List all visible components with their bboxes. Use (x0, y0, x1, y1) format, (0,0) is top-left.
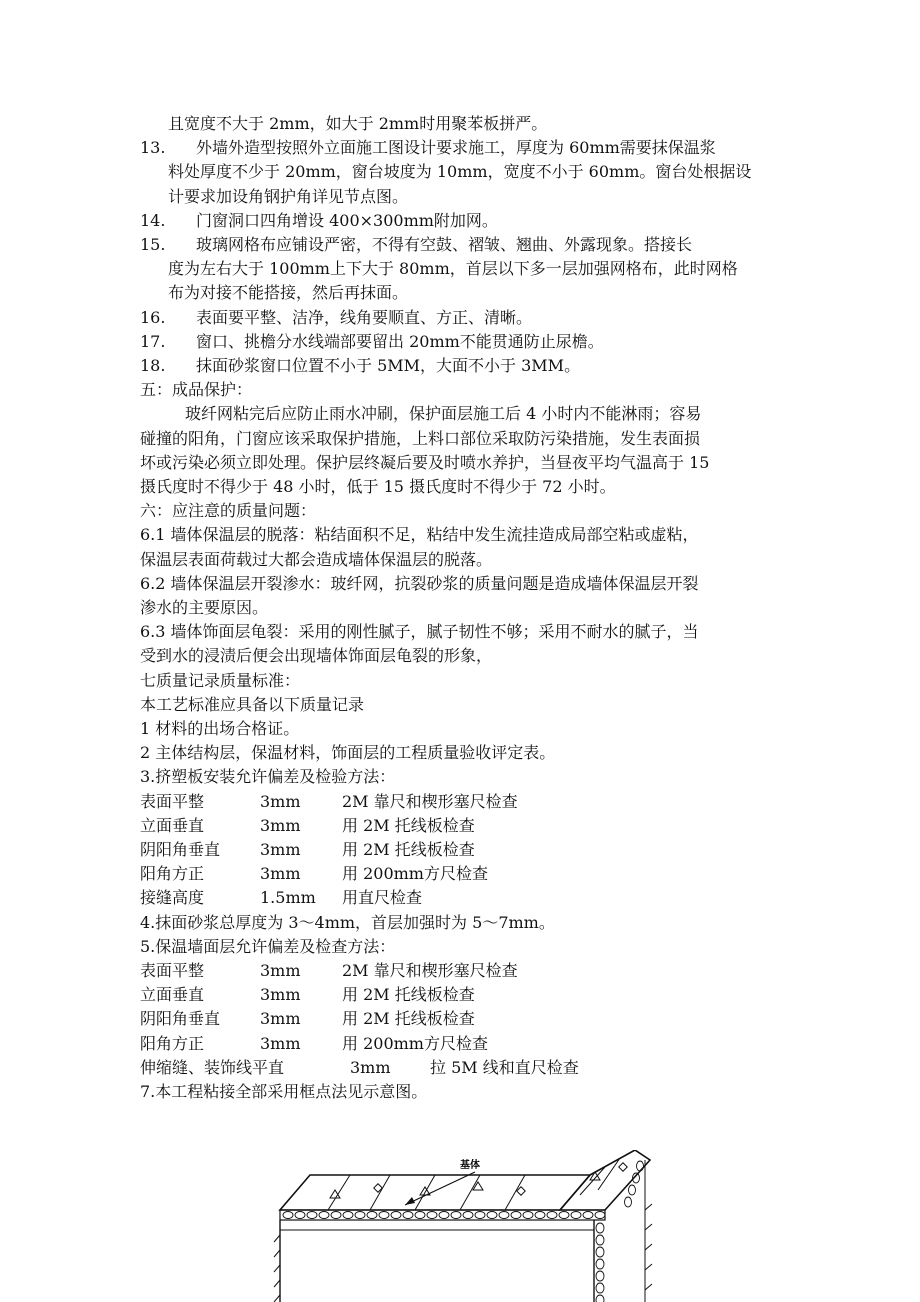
bonding-diagram (260, 1150, 680, 1302)
text-line: 5.保温墙面层允许偏差及检查方法： (140, 936, 396, 956)
text-line (140, 209, 790, 233)
table-cell: 接缝高度 (140, 888, 205, 908)
table-cell: 阳角方正 (140, 864, 205, 884)
item-text: 抹面砂浆窗口位置不小于 5MM，大面不小于 3MM。 (196, 356, 581, 375)
text-line (140, 136, 790, 160)
table-cell: 3mm (260, 840, 301, 859)
item-text: 门窗洞口四角增设 400×300mm附加网。 (196, 210, 498, 230)
item-number: 15. (140, 235, 166, 254)
table-cell: 用直尺检查 (342, 888, 423, 908)
text-line: 6.2 墙体保温层开裂渗水：玻纤网，抗裂砂浆的质量问题是造成墙体保温层开裂 (140, 573, 699, 593)
label-arrow (405, 1172, 475, 1205)
table-cell: 用 2M 托线板检查 (342, 815, 475, 835)
table-cell: 用 2M 托线板检查 (342, 1009, 475, 1029)
table-cell: 立面垂直 (140, 985, 205, 1005)
table-cell: 3mm (260, 985, 301, 1005)
text-line: 7.本工程粘接全部采用框点法见示意图。 (140, 1082, 428, 1101)
table-cell: 用 200mm方尺检查 (342, 864, 488, 884)
item-number: 17. (140, 331, 166, 351)
text-line: 碰撞的阳角，门窗应该采取保护措施，上料口部位采取防污染措施，发生表面损 (140, 428, 701, 448)
text-line: 计要求加设角钢护角详见节点图。 (168, 186, 409, 206)
text-line: 玻纤网粘完后应防止雨水冲刷，保护面层施工后 4 小时内不能淋雨；容易 (185, 404, 702, 424)
table-cell: 1.5mm (260, 888, 316, 908)
text-line: 度为左右大于 100mm上下大于 80mm，首层以下多一层加强网格布，此时网格 (168, 259, 738, 279)
text-line (140, 330, 790, 354)
table-cell: 2M 靠尺和楔形塞尺检查 (342, 791, 518, 811)
board-top-face (280, 1175, 590, 1210)
item-text: 玻璃网格布应铺设严密，不得有空鼓、褶皱、翘曲、外露现象。搭接长 (196, 235, 693, 254)
table-cell: 立面垂直 (140, 815, 205, 835)
item-number: 18. (140, 356, 166, 375)
table-cell: 2M 靠尺和楔形塞尺检查 (342, 961, 518, 980)
figure-label: 基体 (460, 1160, 480, 1171)
text-line: 4.抹面砂浆总厚度为 3～4mm，首层加强时为 5～7mm。 (140, 912, 555, 932)
table-cell: 3mm (350, 1057, 391, 1077)
table-cell: 3mm (260, 1033, 301, 1053)
table-cell: 用 200mm方尺检查 (342, 1033, 488, 1053)
text-line: 七质量记录质量标准： (140, 670, 301, 690)
table-cell: 表面平整 (140, 961, 205, 980)
text-line: 6.1 墙体保温层的脱落：粘结面积不足，粘结中发生流挂造成局部空粘或虚粘， (140, 525, 699, 545)
text-line: 受到水的浸渍后便会出现墙体饰面层龟裂的形象， (140, 646, 493, 666)
table-cell: 阴阳角垂直 (140, 1009, 221, 1029)
table-cell: 拉 5M 线和直尺检查 (430, 1057, 579, 1077)
table-cell: 3mm (260, 864, 301, 884)
text-line: 2 主体结构层，保温材料，饰面层的工程质量验收评定表。 (140, 743, 556, 763)
item-number: 16. (140, 307, 166, 327)
text-line: 布为对接不能搭接，然后再抹面。 (168, 283, 409, 303)
item-text: 外墙外造型按照外立面施工图设计要求施工，厚度为 60mm需要抹保温浆 (196, 138, 716, 158)
table-cell: 表面平整 (140, 791, 205, 811)
table-cell: 3mm (260, 961, 301, 980)
table-cell: 伸缩缝、装饰线平直 (140, 1057, 285, 1077)
text-line: 五：成品保护： (140, 380, 253, 400)
table-cell: 阴阳角垂直 (140, 840, 221, 859)
table-cell: 阳角方正 (140, 1033, 205, 1053)
item-text: 表面要平整、洁净，线角要顺直、方正、清晰。 (196, 307, 533, 327)
text-line: 摄氏度时不得少于 48 小时，低于 15 摄氏度时不得少于 72 小时。 (140, 477, 616, 496)
text-line: 料处厚度不少于 20mm，窗台坡度为 10mm，宽度不小于 60mm。窗台处根据设 (168, 162, 752, 182)
text-line: 渗水的主要原因。 (140, 598, 269, 617)
table-cell: 3mm (260, 815, 301, 835)
text-line: 保温层表面荷载过大都会造成墙体保温层的脱落。 (140, 549, 493, 569)
text-line: 3.挤塑板安装允许偏差及检验方法： (140, 767, 396, 787)
text-line: 本工艺标准应具备以下质量记录 (140, 694, 365, 714)
text-line (140, 233, 790, 257)
text-line: 1 材料的出场合格证。 (140, 719, 300, 738)
text-line (140, 306, 790, 330)
item-text: 窗口、挑檐分水线端部要留出 20mm不能贯通防止尿檐。 (196, 331, 604, 351)
item-number: 14. (140, 210, 166, 230)
text-line (140, 354, 790, 378)
text-line: 且宽度不大于 2mm，如大于 2mm时用聚苯板拼严。 (168, 114, 548, 133)
table-cell: 3mm (260, 1009, 301, 1029)
table-cell: 用 2M 托线板检查 (342, 840, 475, 859)
text-line: 坏或污染必须立即处理。保护层终凝后要及时喷水养护，当昼夜平均气温高于 15 (140, 452, 710, 472)
text-line: 六：应注意的质量问题： (140, 501, 317, 521)
item-number: 13. (140, 138, 166, 158)
text-line: 6.3 墙体饰面层龟裂：采用的刚性腻子，腻子韧性不够；采用不耐水的腻子，当 (140, 622, 699, 642)
table-cell: 用 2M 托线板检查 (342, 985, 475, 1005)
table-cell: 3mm (260, 791, 301, 811)
